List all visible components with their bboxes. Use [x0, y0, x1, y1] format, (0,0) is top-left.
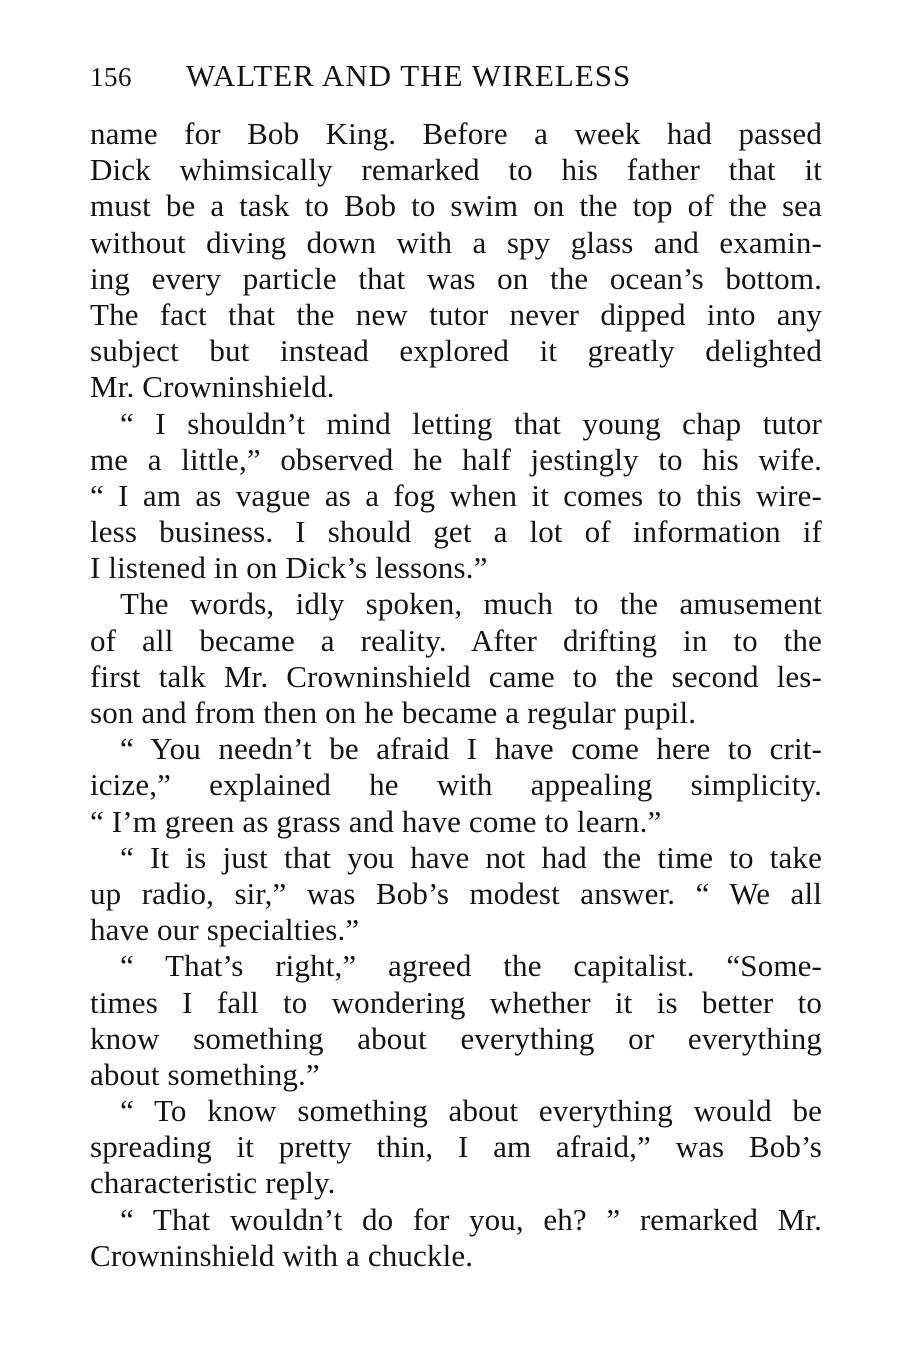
text-line: I listened in on Dick’s lessons.” — [90, 550, 488, 586]
running-title: WALTER AND THE WIRELESS — [186, 58, 632, 93]
text-line: subject but instead explored it greatly delighted — [90, 333, 822, 369]
text-line: “ You needn’t be afraid I have come here to crit- — [120, 731, 822, 767]
page-number: 156 — [90, 62, 132, 92]
text-line: “ I am as vague as a fog when it comes to this wire- — [90, 477, 822, 513]
text-line: less business. I should get a lot of information if — [90, 514, 822, 550]
text-line: first talk Mr. Crowninshield came to the second les- — [90, 658, 822, 694]
text-line: “ That’s right,” agreed the capitalist. “Some- — [120, 948, 822, 984]
text-line: “ I’m green as grass and have come to learn.” — [90, 803, 662, 839]
body-text — [90, 116, 822, 1274]
text-line: Mr. Crowninshield. — [90, 369, 335, 405]
text-line: “ That wouldn’t do for you, eh? ” remarked Mr. — [120, 1201, 822, 1237]
text-line: know something about everything or everything — [90, 1020, 822, 1056]
text-line: without diving down with a spy glass and examin- — [90, 224, 822, 260]
running-head — [90, 58, 830, 102]
text-line: me a little,” observed he half jestingly to his wife. — [90, 441, 822, 477]
text-line: must be a task to Bob to swim on the top of the sea — [90, 188, 822, 224]
text-line: characteristic reply. — [90, 1165, 336, 1201]
text-line: ing every particle that was on the ocean’s bottom. — [90, 260, 822, 296]
text-line: spreading it pretty thin, I am afraid,” was Bob’s — [90, 1129, 822, 1165]
text-line: The words, idly spoken, much to the amusement — [120, 586, 822, 622]
text-line: icize,” explained he with appealing simplicity. — [90, 767, 822, 803]
text-line: up radio, sir,” was Bob’s modest answer. “ We all — [90, 875, 822, 911]
text-line: “ It is just that you have not had the time to take — [120, 839, 822, 875]
text-line: son and from then on he became a regular pupil. — [90, 695, 697, 730]
text-line: have our specialties.” — [90, 912, 360, 948]
text-line: “ I shouldn’t mind letting that young chap tutor — [120, 405, 822, 441]
text-line: The fact that the new tutor never dipped into any — [90, 296, 822, 332]
text-line: Dick whimsically remarked to his father that it — [90, 152, 822, 188]
text-line: Crowninshield with a chuckle. — [90, 1237, 474, 1273]
text-line: times I fall to wondering whether it is better to — [90, 984, 822, 1020]
text-line: “ To know something about everything would be — [120, 1093, 822, 1129]
text-line: about something.” — [90, 1056, 320, 1092]
text-line: of all became a reality. After drifting in to the — [90, 622, 822, 658]
text-line: name for Bob King. Before a week had passed — [90, 116, 822, 151]
